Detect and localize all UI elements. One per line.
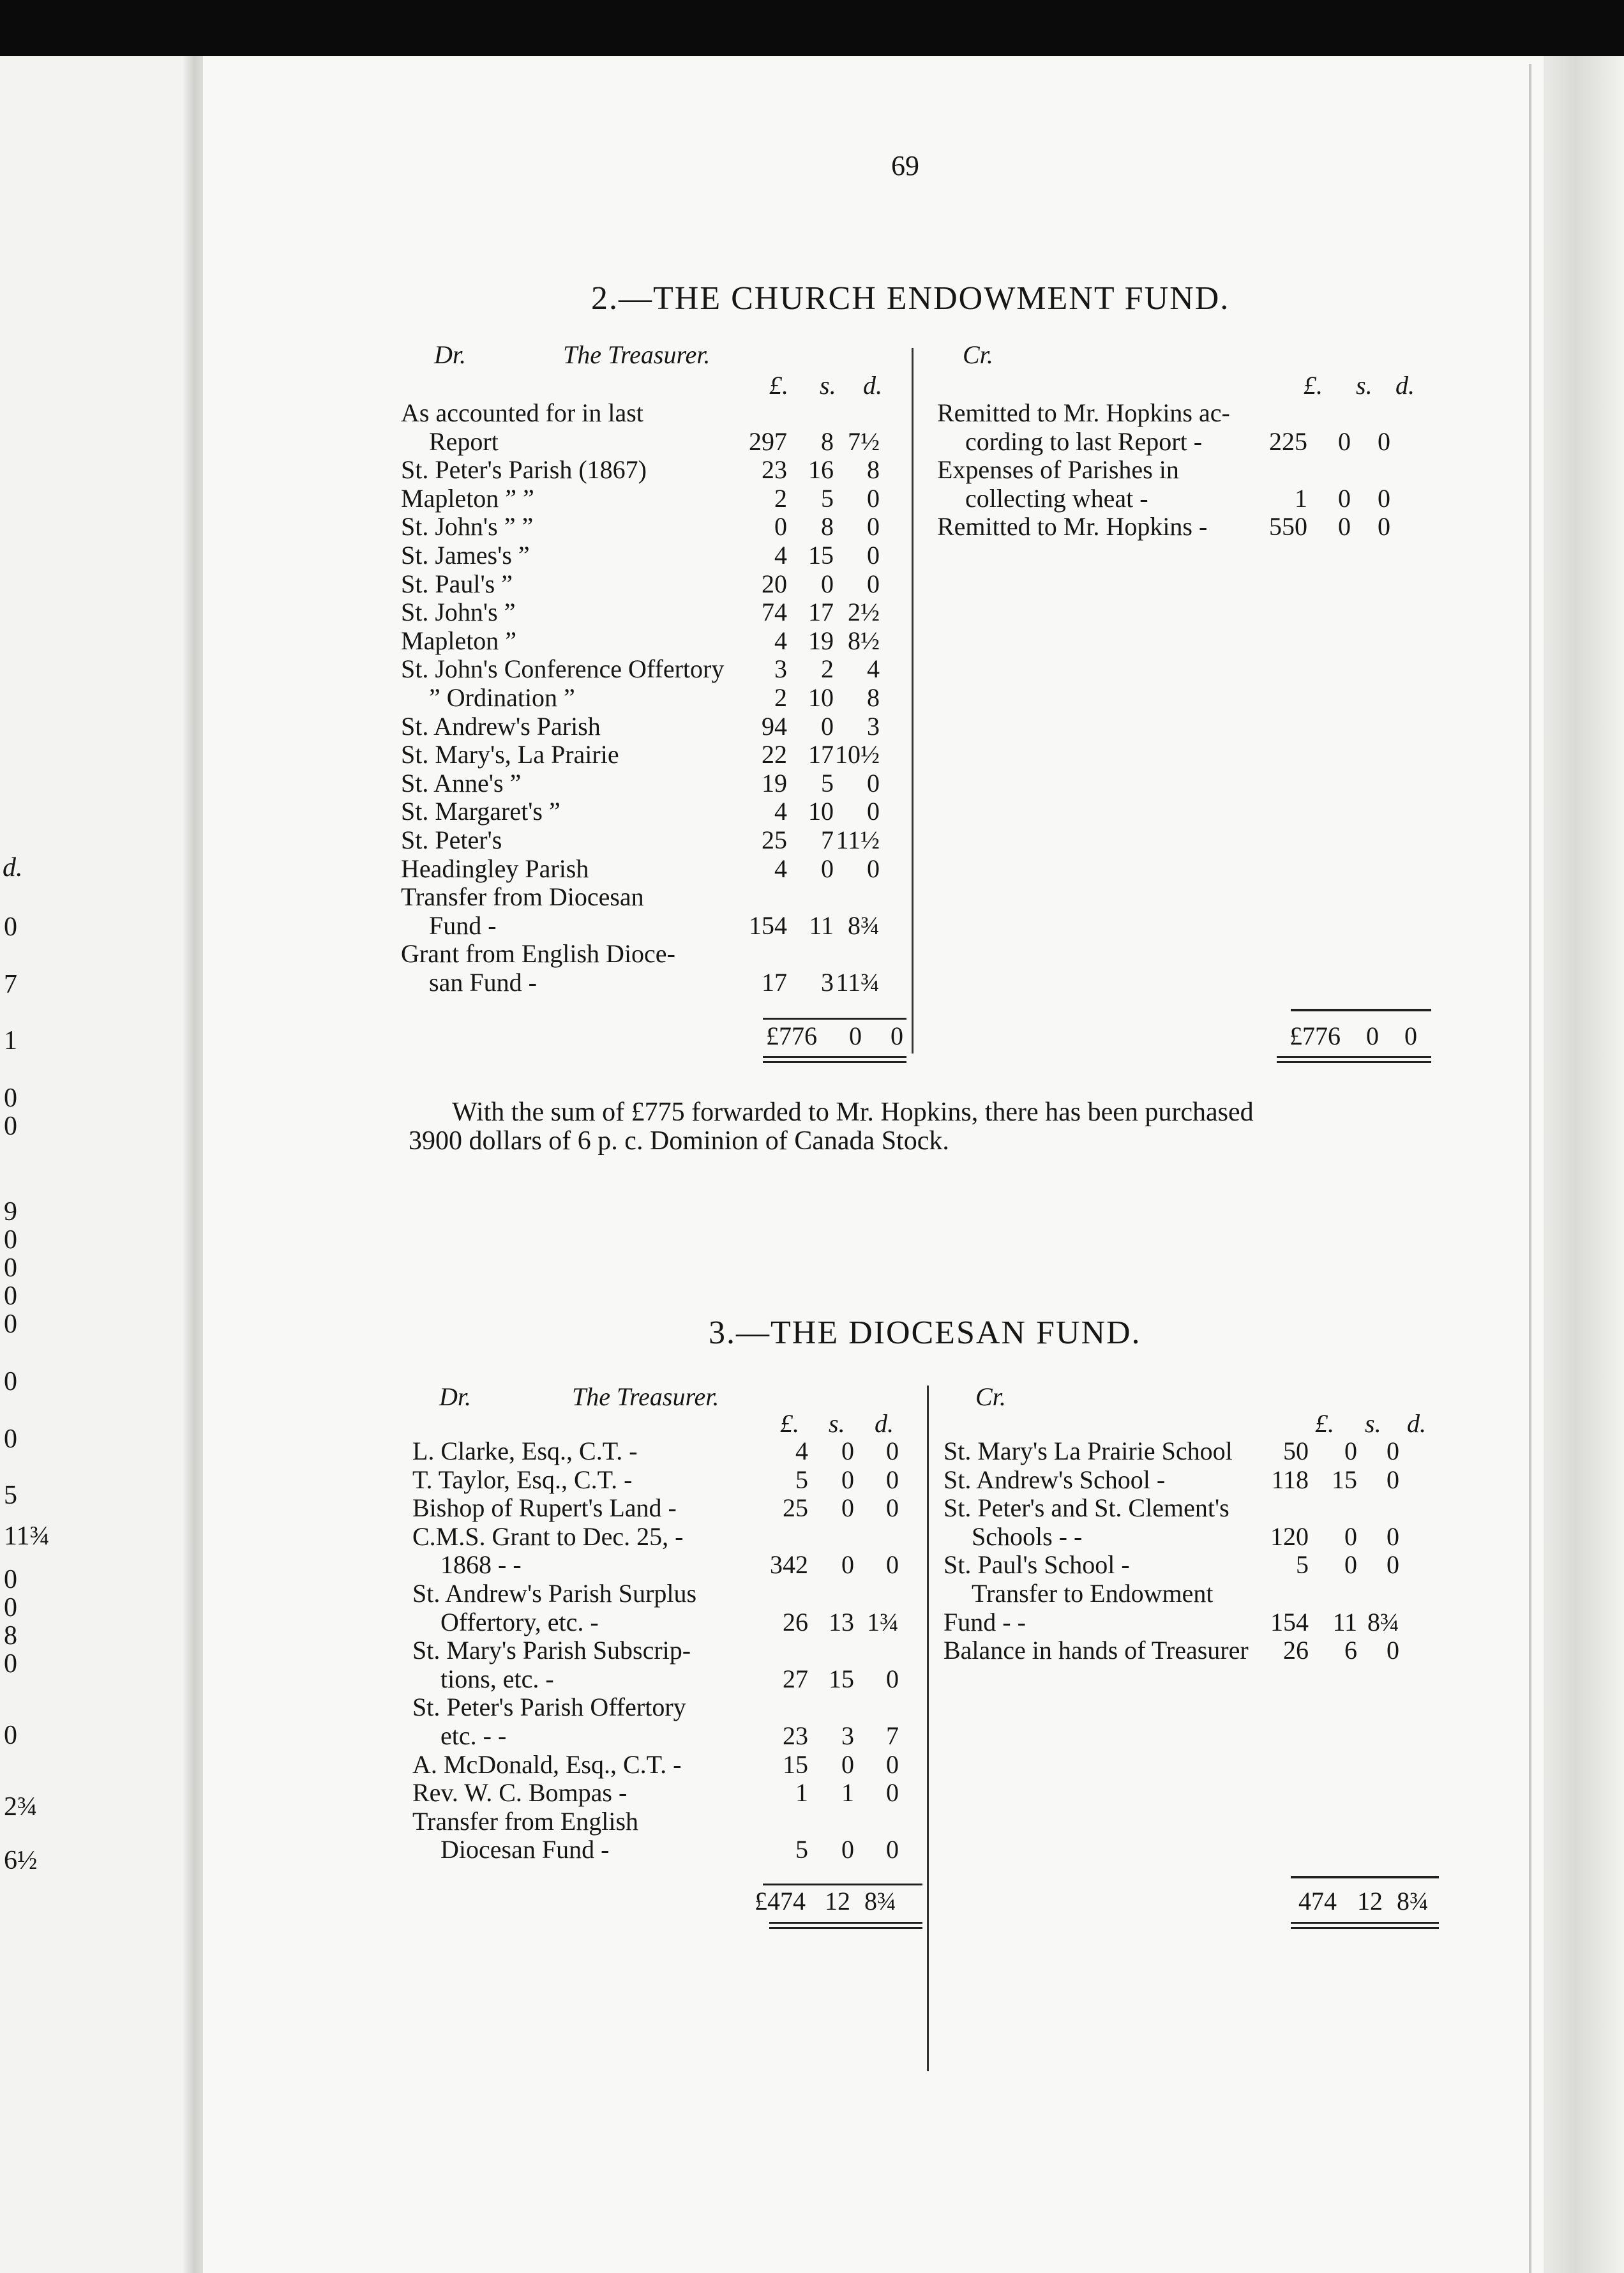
endowment-credit-total-pounds: £776	[1289, 1022, 1341, 1050]
row-pounds: 19	[762, 768, 787, 797]
diocesan-credit-shillings-header: s.	[1365, 1409, 1381, 1438]
table-row	[937, 455, 1448, 484]
row-pounds: 4	[795, 1437, 808, 1465]
row-description: Mapleton ”	[401, 626, 517, 655]
endowment-credit-total-underline2	[1277, 1061, 1431, 1063]
row-description: Schools - -	[972, 1522, 1083, 1551]
row-pounds: 50	[1283, 1437, 1309, 1465]
left-page-digit: 6½	[4, 1846, 38, 1875]
table-row	[944, 1465, 1454, 1494]
row-description: St. Andrew's Parish	[401, 711, 601, 741]
row-shillings: 0	[841, 1835, 854, 1864]
row-description: Expenses of Parishes in	[937, 455, 1179, 485]
table-row	[937, 512, 1448, 541]
diocesan-debit-total-rule	[763, 1884, 922, 1885]
left-page-fragment	[0, 56, 199, 2273]
row-pounds: 25	[762, 826, 787, 854]
endowment-credit-total-rule	[1291, 1009, 1431, 1011]
endowment-debit-shillings-header: s.	[820, 371, 836, 400]
row-pence: 0	[1378, 512, 1390, 541]
table-row	[412, 1665, 923, 1693]
table-row	[401, 541, 912, 570]
row-pence: 11¾	[836, 968, 880, 997]
row-pounds: 4	[774, 797, 787, 826]
row-pence: 0	[1387, 1437, 1399, 1465]
row-pounds: 23	[783, 1721, 808, 1750]
row-pence: 0	[886, 1465, 899, 1494]
row-pounds: 2	[774, 483, 787, 513]
row-shillings: 0	[841, 1493, 854, 1523]
diocesan-credit-total-pounds: 474	[1298, 1887, 1337, 1915]
row-pounds: 4	[774, 541, 787, 570]
row-shillings: 5	[821, 483, 834, 513]
diocesan-credit-total-rule	[1291, 1876, 1439, 1878]
table-row	[412, 1807, 923, 1836]
left-page-digit: 5	[4, 1481, 17, 1510]
row-description: St. Mary's Parish Subscrip-	[412, 1636, 691, 1665]
table-row	[401, 939, 912, 968]
endowment-credit-total-pence: 0	[1404, 1022, 1417, 1050]
row-description: St. Peter's and St. Clement's	[944, 1493, 1229, 1523]
row-description: Transfer from English	[412, 1806, 639, 1836]
left-page-digit: 0	[4, 1424, 17, 1454]
diocesan-debit-shillings-header: s.	[829, 1409, 845, 1438]
endowment-debit-total-underline1	[763, 1056, 906, 1058]
row-description: St. John's ”	[401, 598, 516, 627]
row-pence: 0	[886, 1664, 899, 1693]
table-row	[944, 1579, 1454, 1608]
left-page-digit: 0	[4, 1649, 17, 1679]
row-pounds: 23	[762, 455, 787, 485]
row-pounds: 27	[783, 1664, 808, 1693]
endowment-note-line2: 3900 dollars of 6 p. c. Dominion of Canada Stock.	[409, 1126, 949, 1156]
endowment-credit-pounds-header: £.	[1304, 371, 1323, 400]
row-shillings: 0	[841, 1437, 854, 1465]
row-pounds: 342	[770, 1550, 808, 1580]
row-pounds: 74	[762, 598, 787, 627]
table-row	[401, 683, 912, 712]
table-row	[401, 740, 912, 769]
left-page-digit: 0	[4, 1225, 17, 1255]
diocesan-debit-total-pounds: £474	[755, 1887, 806, 1915]
table-row	[412, 1437, 923, 1465]
row-description: T. Taylor, Esq., C.T. -	[412, 1465, 633, 1494]
endowment-divider	[912, 348, 914, 1053]
table-row	[401, 484, 912, 513]
table-row	[412, 1579, 923, 1608]
table-row	[937, 398, 1448, 427]
row-description: Transfer to Endowment	[972, 1579, 1214, 1608]
row-description: St. Andrew's School -	[944, 1465, 1166, 1494]
diocesan-debit-total-underline1	[769, 1922, 922, 1924]
row-description: St. Margaret's ”	[401, 797, 560, 826]
table-row	[412, 1750, 923, 1779]
left-page-digit: 0	[4, 1084, 17, 1113]
diocesan-credit-total-underline2	[1291, 1927, 1439, 1929]
row-shillings: 8	[821, 427, 834, 456]
row-shillings: 0	[1338, 483, 1351, 513]
endowment-debit-pounds-header: £.	[769, 371, 788, 400]
row-pounds: 120	[1270, 1522, 1309, 1551]
row-pence: 7	[886, 1721, 899, 1750]
table-row	[401, 570, 912, 598]
endowment-treasurer-label: The Treasurer.	[563, 340, 710, 369]
left-page-digit: 11¾	[4, 1522, 50, 1551]
row-description: As accounted for in last	[401, 398, 643, 427]
row-pounds: 25	[783, 1493, 808, 1523]
endowment-credit-pence-header: d.	[1395, 371, 1415, 400]
table-row	[944, 1636, 1454, 1665]
row-shillings: 10	[808, 797, 834, 826]
left-page-digit: 0	[4, 1112, 17, 1141]
row-description: Bishop of Rupert's Land -	[412, 1493, 677, 1523]
table-row	[412, 1778, 923, 1807]
left-page-digit: 0	[4, 1367, 17, 1396]
left-page-digit: 0	[4, 912, 17, 942]
left-page-digit: 8	[4, 1621, 17, 1650]
page-number: 69	[891, 150, 919, 181]
row-description: L. Clarke, Esq., C.T. -	[412, 1437, 638, 1465]
diocesan-credit-total	[1258, 1887, 1449, 1915]
row-description: St. Peter's Parish Offertory	[412, 1693, 686, 1722]
row-shillings: 2	[821, 654, 834, 684]
table-row	[401, 882, 912, 911]
diocesan-debit-total-underline2	[769, 1927, 922, 1929]
table-row	[401, 797, 912, 826]
row-shillings: 1	[841, 1778, 854, 1808]
diocesan-cr-label: Cr.	[975, 1382, 1006, 1411]
row-pounds: 3	[774, 654, 787, 684]
table-row	[401, 968, 912, 997]
row-description: St. Peter's	[401, 826, 502, 854]
diocesan-credit-pounds-header: £.	[1315, 1409, 1334, 1438]
table-row	[401, 826, 912, 854]
row-pence: 8¾	[1367, 1607, 1399, 1636]
diocesan-fund-title: 3.—THE DIOCESAN FUND.	[709, 1315, 1141, 1351]
row-shillings: 0	[841, 1550, 854, 1580]
row-pence: 0	[867, 854, 880, 883]
row-shillings: 10	[808, 683, 834, 712]
row-shillings: 17	[808, 598, 834, 627]
endowment-note-line1: With the sum of £775 forwarded to Mr. Hopkins, there has been purchased	[452, 1098, 1254, 1127]
row-description: collecting wheat -	[965, 483, 1148, 513]
table-row	[401, 512, 912, 541]
row-shillings: 7	[821, 826, 834, 854]
row-description: Balance in hands of Treasurer	[944, 1636, 1249, 1665]
row-pounds: 4	[774, 626, 787, 655]
table-row	[944, 1437, 1454, 1465]
row-description: Report	[429, 427, 499, 456]
row-shillings: 0	[1338, 512, 1351, 541]
row-pounds: 154	[1270, 1607, 1309, 1636]
row-description: Offertory, etc. -	[440, 1607, 599, 1636]
row-pence: 8½	[848, 626, 880, 655]
row-pounds: 5	[795, 1465, 808, 1494]
row-shillings: 0	[1344, 1550, 1357, 1580]
row-description: Grant from English Dioce-	[401, 939, 675, 969]
row-shillings: 0	[841, 1749, 854, 1779]
diocesan-treasurer-label: The Treasurer.	[572, 1382, 719, 1411]
row-shillings: 15	[1332, 1465, 1357, 1494]
left-page-digit: 0	[4, 1565, 17, 1594]
left-page-digit: 2¾	[4, 1792, 38, 1822]
row-shillings: 15	[808, 541, 834, 570]
row-pence: 8	[867, 455, 880, 485]
row-description: St. John's Conference Offertory	[401, 654, 725, 684]
row-pounds: 94	[762, 711, 787, 741]
row-pence: 0	[886, 1493, 899, 1523]
diocesan-debit-pence-header: d.	[875, 1409, 894, 1438]
table-row	[401, 626, 912, 655]
row-pounds: 118	[1271, 1465, 1309, 1494]
endowment-credit-total-underline1	[1277, 1056, 1431, 1058]
row-description: Mapleton ” ”	[401, 483, 534, 513]
left-page-digit: 7	[4, 970, 17, 999]
endowment-debit-total-shillings: 0	[849, 1022, 862, 1050]
table-row	[401, 769, 912, 797]
row-pence: 0	[1378, 483, 1390, 513]
left-page-digit: 0	[4, 1721, 17, 1750]
left-page-digit: 1	[4, 1026, 17, 1055]
table-row	[401, 427, 912, 456]
row-shillings: 0	[821, 854, 834, 883]
page-edge-line	[1529, 64, 1531, 2273]
row-pence: 8¾	[848, 910, 880, 940]
row-pounds: 26	[783, 1607, 808, 1636]
row-pounds: 550	[1269, 512, 1307, 541]
table-row	[412, 1835, 923, 1864]
table-row	[412, 1608, 923, 1636]
row-description: Rev. W. C. Bompas -	[412, 1778, 628, 1808]
row-pounds: 5	[1296, 1550, 1309, 1580]
endowment-credit-shillings-header: s.	[1356, 371, 1372, 400]
row-shillings: 0	[1338, 427, 1351, 456]
row-description: St. Mary's, La Prairie	[401, 740, 619, 769]
row-description: ” Ordination ”	[429, 683, 575, 712]
left-page-digit: 0	[4, 1593, 17, 1622]
row-description: St. Anne's ”	[401, 768, 522, 797]
row-pence: 3	[867, 711, 880, 741]
row-pounds: 1	[1295, 483, 1307, 513]
table-row	[401, 654, 912, 683]
table-row	[412, 1522, 923, 1551]
row-pounds: 0	[774, 512, 787, 541]
row-description: St. Paul's ”	[401, 569, 513, 598]
row-pounds: 2	[774, 683, 787, 712]
diocesan-dr-label: Dr.	[439, 1382, 472, 1411]
row-pounds: 26	[1283, 1636, 1309, 1665]
row-description: St. Paul's School -	[944, 1550, 1130, 1580]
row-shillings: 19	[808, 626, 834, 655]
row-shillings: 15	[829, 1664, 854, 1693]
row-pence: 0	[886, 1437, 899, 1465]
table-row	[401, 712, 912, 741]
row-pounds: 225	[1269, 427, 1307, 456]
row-description: Remitted to Mr. Hopkins ac-	[937, 398, 1230, 427]
row-shillings: 13	[829, 1607, 854, 1636]
table-row	[944, 1493, 1454, 1522]
row-shillings: 11	[809, 910, 834, 940]
left-column-header: d.	[3, 853, 23, 882]
table-row	[412, 1493, 923, 1522]
row-pence: 0	[867, 512, 880, 541]
row-description: C.M.S. Grant to Dec. 25, -	[412, 1522, 684, 1551]
row-description: Fund - -	[944, 1607, 1026, 1636]
endowment-debit-total-rule	[763, 1018, 906, 1020]
row-pence: 0	[867, 483, 880, 513]
row-pounds: 17	[762, 968, 787, 997]
table-row	[937, 484, 1448, 513]
row-pence: 0	[886, 1749, 899, 1779]
row-pence: 11½	[836, 826, 880, 854]
row-shillings: 16	[808, 455, 834, 485]
diocesan-credit-pence-header: d.	[1407, 1409, 1426, 1438]
row-pounds: 22	[762, 740, 787, 769]
row-shillings: 0	[1344, 1437, 1357, 1465]
table-row	[944, 1522, 1454, 1551]
row-shillings: 11	[1332, 1607, 1357, 1636]
row-shillings: 0	[821, 711, 834, 741]
table-row	[412, 1693, 923, 1721]
row-shillings: 5	[821, 768, 834, 797]
row-shillings: 0	[821, 569, 834, 598]
left-page-digit: 0	[4, 1310, 17, 1339]
endowment-credit-total-shillings: 0	[1366, 1022, 1379, 1050]
row-pence: 0	[1387, 1522, 1399, 1551]
row-pence: 0	[886, 1550, 899, 1580]
endowment-fund-title: 2.—THE CHURCH ENDOWMENT FUND.	[591, 280, 1230, 317]
table-row	[401, 911, 912, 940]
endowment-debit-total-pounds: £776	[766, 1022, 817, 1050]
row-description: Remitted to Mr. Hopkins -	[937, 512, 1208, 541]
diocesan-credit-total-pence: 8¾	[1397, 1887, 1429, 1915]
row-pounds: 154	[749, 910, 787, 940]
row-pence: 1¾	[867, 1607, 899, 1636]
row-pounds: 4	[774, 854, 787, 883]
diocesan-debit-pounds-header: £.	[780, 1409, 799, 1438]
table-row	[401, 854, 912, 883]
row-description: tions, etc. -	[440, 1664, 554, 1693]
row-pence: 10½	[835, 740, 880, 769]
row-pence: 0	[867, 541, 880, 570]
endowment-cr-label: Cr.	[963, 340, 993, 369]
row-pence: 0	[886, 1835, 899, 1864]
row-description: St. James's ”	[401, 541, 530, 570]
row-description: A. McDonald, Esq., C.T. -	[412, 1749, 682, 1779]
row-pence: 7½	[848, 427, 880, 456]
table-row	[944, 1550, 1454, 1579]
row-description: etc. - -	[440, 1721, 507, 1750]
diocesan-divider	[927, 1386, 929, 2071]
endowment-debit-total	[747, 1022, 938, 1050]
left-page-digit: 9	[4, 1197, 17, 1227]
row-pence: 0	[1387, 1636, 1399, 1665]
row-pence: 0	[1387, 1465, 1399, 1494]
row-pounds: 297	[749, 427, 787, 456]
endowment-debit-total-underline2	[763, 1061, 906, 1063]
table-row	[401, 398, 912, 427]
row-pence: 0	[1387, 1550, 1399, 1580]
row-shillings: 3	[821, 968, 834, 997]
table-row	[401, 598, 912, 626]
row-pounds: 20	[762, 569, 787, 598]
left-page-digit: 0	[4, 1253, 17, 1283]
left-page-digit: 0	[4, 1281, 17, 1311]
row-pence: 0	[867, 569, 880, 598]
row-description: Headingley Parish	[401, 854, 589, 883]
row-shillings: 0	[841, 1465, 854, 1494]
endowment-credit-total	[1270, 1022, 1462, 1050]
row-description: san Fund -	[429, 968, 537, 997]
table-row	[412, 1550, 923, 1579]
table-row	[412, 1721, 923, 1750]
table-row	[401, 455, 912, 484]
row-pounds: 5	[795, 1835, 808, 1864]
diocesan-credit-total-shillings: 12	[1357, 1887, 1383, 1915]
row-description: St. Peter's Parish (1867)	[401, 455, 647, 485]
row-description: St. Andrew's Parish Surplus	[412, 1579, 697, 1608]
endowment-debit-total-pence: 0	[891, 1022, 903, 1050]
row-pence: 2½	[848, 598, 880, 627]
row-pence: 0	[867, 797, 880, 826]
row-pence: 0	[867, 768, 880, 797]
diocesan-credit-total-underline1	[1291, 1922, 1439, 1924]
endowment-dr-label: Dr.	[434, 340, 467, 369]
row-description: Transfer from Diocesan	[401, 882, 644, 912]
row-shillings: 0	[1344, 1522, 1357, 1551]
row-shillings: 17	[808, 740, 834, 769]
diocesan-debit-total-pence: 8¾	[864, 1887, 896, 1915]
row-shillings: 8	[821, 512, 834, 541]
row-pence: 8	[867, 683, 880, 712]
row-description: St. Mary's La Prairie School	[944, 1437, 1233, 1465]
endowment-debit-pence-header: d.	[863, 371, 882, 400]
table-row	[937, 427, 1448, 456]
row-description: St. John's ” ”	[401, 512, 534, 541]
row-pounds: 15	[783, 1749, 808, 1779]
row-pounds: 1	[795, 1778, 808, 1808]
table-row	[944, 1608, 1454, 1636]
diocesan-debit-total-shillings: 12	[825, 1887, 850, 1915]
row-description: Fund -	[429, 910, 497, 940]
row-description: Diocesan Fund -	[440, 1835, 610, 1864]
row-description: 1868 - -	[440, 1550, 522, 1580]
page-edge	[1544, 56, 1624, 2273]
row-shillings: 6	[1344, 1636, 1357, 1665]
row-pence: 4	[867, 654, 880, 684]
row-pence: 0	[1378, 427, 1390, 456]
table-row	[412, 1636, 923, 1665]
row-description: cording to last Report -	[965, 427, 1203, 456]
diocesan-debit-total	[734, 1887, 926, 1915]
row-pence: 0	[886, 1778, 899, 1808]
row-shillings: 3	[841, 1721, 854, 1750]
table-row	[412, 1465, 923, 1494]
